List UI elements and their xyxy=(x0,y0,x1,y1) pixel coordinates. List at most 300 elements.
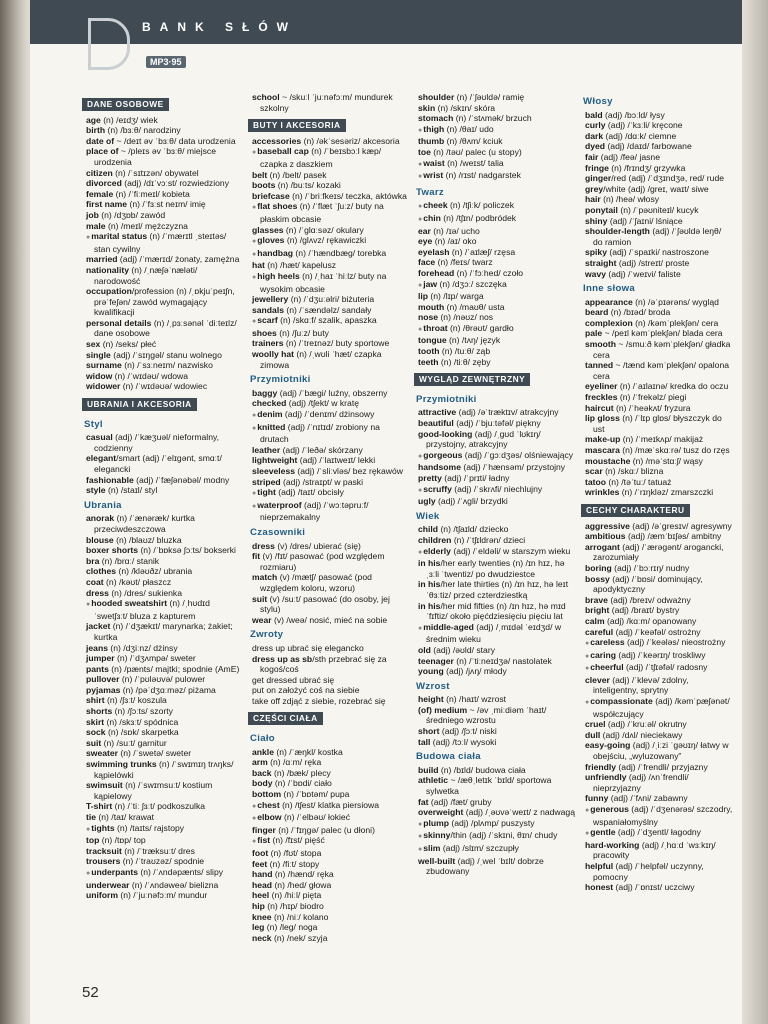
vocab-entry xyxy=(84,566,242,577)
vocab-entry xyxy=(416,775,576,796)
definition: (n) /rɪst/ nadgarstek xyxy=(443,170,521,181)
definition: (n) /ˈbeɪsbɔːl kæp/ czapka z daszkiem xyxy=(260,146,382,169)
vocab-entry xyxy=(416,856,576,877)
definition: (n) /ˈænəræk/ kurtka przeciwdeszczowa xyxy=(94,513,195,534)
subsection-heading: Przymiotniki xyxy=(416,393,477,405)
headword: make-up xyxy=(585,434,621,445)
headword: teenager xyxy=(418,655,454,666)
definition: (adj) /fæt/ gruby xyxy=(428,796,492,807)
vocab-entry xyxy=(250,869,410,880)
headword: trousers xyxy=(86,856,121,867)
vocab-entry xyxy=(583,297,733,308)
definition: (n) /ˈtraʊzəz/ spodnie xyxy=(120,856,205,867)
vocab-entry xyxy=(416,279,576,292)
vocab-entry xyxy=(250,487,410,500)
definition: /white (adj) /ɡreɪ, waɪt/ siwe xyxy=(603,183,709,194)
vocab-entry xyxy=(84,801,242,812)
vocab-entry xyxy=(84,432,242,453)
definition: (adj) /əʊld/ stary xyxy=(430,644,495,655)
headword: body xyxy=(252,778,273,789)
headword: casual xyxy=(86,432,113,443)
vocab-entry xyxy=(583,574,733,595)
headword: feet xyxy=(252,858,268,869)
subsection-heading: Włosy xyxy=(583,96,613,107)
definition: (n) /leɡ/ noga xyxy=(264,922,318,933)
definition: /smart (adj) /ˈelɪɡənt, smɑːt/ elegancki xyxy=(94,453,222,474)
headword: hat xyxy=(252,260,265,271)
definition: ~ /skuːl ˈjuːnəfɔːm/ mundurek szkolny xyxy=(260,92,393,113)
vocab-entry xyxy=(84,221,242,232)
definition: (n) /kləʊðz/ ubrania xyxy=(116,566,193,577)
vocab-entry xyxy=(583,466,733,477)
definition: (adj) /ˈkeərɪŋ/ troskliwy xyxy=(616,649,706,660)
headword: sleeveless xyxy=(252,466,296,476)
headword: fair xyxy=(585,151,599,162)
vocab-entry xyxy=(84,695,242,706)
headword: boxer shorts xyxy=(86,545,139,556)
headword: tracksuit xyxy=(86,845,122,856)
headword: head xyxy=(252,879,273,890)
vocab-entry xyxy=(250,848,410,859)
headword: swimsuit xyxy=(86,780,123,791)
definition: (n) /haɪt/ wzrost xyxy=(443,694,507,705)
definition: (adj) /ˌiːzi ˈɡəʊɪŋ/ łatwy w obejściu, „wyluzowany” xyxy=(593,740,729,762)
vocab-entry: get dressed ubrać się xyxy=(252,674,335,685)
headword: helpful xyxy=(585,860,614,871)
headword: haircut xyxy=(585,402,614,413)
definition: (n) /ˈmærɪtl ˌsteɪtəs/ stan cywilny xyxy=(94,231,227,254)
vocab-entry xyxy=(416,200,576,213)
definition: (adj) /ˈnɪtɪd/ zrobiony na drutach xyxy=(260,421,380,445)
vocab-entry xyxy=(84,115,242,126)
definition: (n) /ˌnæʃəˈnæləti/ narodowość xyxy=(94,264,198,286)
vocab-entry xyxy=(84,178,242,189)
vocab-entry xyxy=(84,360,242,371)
headword: eye xyxy=(418,236,433,247)
headword: throat xyxy=(423,322,448,333)
definition: (n) /ˈhændbæɡ/ torebka xyxy=(293,247,387,258)
vocab-entry xyxy=(583,804,733,827)
headword: date of xyxy=(86,135,115,146)
headword: first name xyxy=(86,199,128,210)
headword: jumper xyxy=(86,653,115,664)
headword: eyeliner xyxy=(585,381,618,392)
vocab-entry xyxy=(416,843,576,856)
definition: (adj) /ˈkeəfəl/ ostrożny xyxy=(613,626,701,637)
definition: (adj) /ˈleðə/ skórzany xyxy=(280,444,363,455)
definition: (n) /pəˈdʒɑːməz/ piżama xyxy=(120,684,216,695)
vocab-entry xyxy=(416,462,576,473)
definition: (v) /weə/ nosić, mieć na sobie xyxy=(271,614,388,625)
headword: hard-working xyxy=(585,839,640,850)
headword: handbag xyxy=(257,247,294,258)
definition: (adj) /ˈkɜːli/ kręcone xyxy=(605,120,683,131)
headword: divorced xyxy=(86,178,122,189)
vocab-entry xyxy=(84,748,242,759)
vocab-entry xyxy=(84,738,242,749)
headword: careless xyxy=(590,637,625,648)
vocab-entry xyxy=(583,650,733,663)
headword: lip xyxy=(418,291,429,302)
definition: (adj) /ˈdʒentl/ łagodny xyxy=(615,827,701,838)
vocab-entry xyxy=(416,622,576,645)
definition: (adj) /streɪt/ proste xyxy=(616,257,690,268)
vocab-entry xyxy=(250,315,410,328)
headword: male xyxy=(86,220,106,231)
definition: (n) /mæˈskɑːrə/ tusz do rzęs xyxy=(619,445,730,455)
definition: (n) /ˈfɔːhed/ czoło xyxy=(454,267,524,278)
vocab-entry xyxy=(250,445,410,456)
vocab-entry xyxy=(416,124,576,137)
vocab-entry xyxy=(416,818,576,831)
definition: (n) /heə/ włosy xyxy=(600,194,660,205)
headword: elderly xyxy=(423,545,451,556)
vocab-entry xyxy=(84,835,242,846)
definition: (n) /frɪndʒ/ grzywka xyxy=(608,162,686,173)
definition: (adj) /ˈprɪti/ ładny xyxy=(441,473,510,483)
vocab-entry xyxy=(583,258,733,269)
definition: (n) /ˈstʌmək/ brzuch xyxy=(453,113,532,124)
definition: (n) /feɪs/ twarz xyxy=(435,257,493,268)
definition: (adj) /ˈærəɡənt/ arogancki, zarozumiały xyxy=(593,541,724,563)
vocab-entry xyxy=(250,789,410,800)
headword: teeth xyxy=(418,356,439,367)
definition: (adj) /kɑːm/ opanowany xyxy=(604,615,697,626)
vocab-entry xyxy=(84,168,242,179)
definition: (adj) /feə/ jasne xyxy=(598,151,660,162)
headword: easy-going xyxy=(585,740,631,751)
headword: female xyxy=(86,188,114,199)
definition: /thin (adj) /ˈskɪni, θɪn/ chudy xyxy=(450,830,558,841)
vocab-entry xyxy=(583,247,733,258)
headword: ponytail xyxy=(585,204,618,215)
headword: ginger xyxy=(585,173,612,184)
definition: (n) /ˈʃəʊldə/ ramię xyxy=(454,92,525,102)
vocab-entry xyxy=(84,621,242,642)
headword: curly xyxy=(585,120,606,131)
subsection-heading: Czasowniki xyxy=(250,526,306,538)
headword: freckles xyxy=(585,392,618,403)
definition: ~ /deɪt əv ˈbɜːθ/ data urodzenia xyxy=(114,135,236,146)
headword: tatoo xyxy=(585,476,607,487)
vocab-entry xyxy=(583,392,733,403)
definition: (n) /hiːl/ pięta xyxy=(269,890,322,901)
headword: eyelash xyxy=(418,246,450,257)
vocab-entry xyxy=(84,812,242,823)
definition: (adj) /ˌɡʊd ˈlʊkɪŋ/ przystojny, atrakcyjny xyxy=(426,428,541,450)
vocab-entry xyxy=(250,812,410,825)
subsection-heading: Inne słowa xyxy=(583,283,636,295)
definition: (n) /ˌhʊdɪd ˈswetʃɜːt/ bluza z kapturem xyxy=(94,598,210,621)
headword: chest xyxy=(257,799,280,810)
vocab-entry xyxy=(416,666,576,677)
vocab-entry xyxy=(583,131,733,142)
definition: (n) /ʃuːz/ buty xyxy=(276,327,329,338)
section-heading: WYGLĄD ZEWNĘTRZNY xyxy=(414,373,530,386)
headword: knitted xyxy=(257,421,286,432)
headword: grey xyxy=(585,183,604,194)
definition: (adj) /əˈɡresɪv/ agresywny xyxy=(629,520,732,531)
headword: hand xyxy=(252,869,273,880)
definition: (adj) /taɪt/ obcisły xyxy=(275,487,344,498)
headword: blouse xyxy=(86,534,114,545)
vocab-entry xyxy=(250,800,410,813)
vocab-entry xyxy=(416,535,576,546)
definition: (n) /belt/ pasek xyxy=(267,169,327,180)
definition: (adj) /ˈmærɪd/ żonaty, zamężna xyxy=(117,254,240,265)
vocab-entry xyxy=(416,601,576,622)
definition: (adj) /ˈwɔːtəpruːf/ nieprzemakalny xyxy=(260,499,369,523)
definition: (adj) /daɪd/ farbowane xyxy=(605,141,692,152)
headword: occupation xyxy=(86,286,132,297)
vocab-entry xyxy=(416,418,576,429)
vocab-entry xyxy=(416,797,576,808)
definition: (n) /kəmˈplekʃən/ cera xyxy=(632,317,719,328)
headword: child xyxy=(418,524,439,535)
vocab-entry xyxy=(416,450,576,463)
vocab-entry xyxy=(416,645,576,656)
headword: finger xyxy=(252,824,276,835)
vocab-entry xyxy=(84,664,242,675)
definition: (n) /təˈtuː/ tatuaż xyxy=(606,476,672,487)
definition: (n) /tʌŋ/ język xyxy=(446,335,501,346)
vocab-entry xyxy=(84,125,242,136)
headword: plump xyxy=(423,817,450,828)
headword: shirt xyxy=(86,695,105,706)
vocab-entry xyxy=(84,577,242,588)
headword: generous xyxy=(590,804,629,814)
headword: dyed xyxy=(585,141,606,152)
headword: ear xyxy=(418,225,431,236)
headword: high heels xyxy=(257,270,300,281)
vocab-entry xyxy=(84,231,242,254)
headword: skin xyxy=(418,102,436,113)
headword: back xyxy=(252,767,272,778)
definition: (n) /meɪl/ mężczyzna xyxy=(105,220,188,231)
vocab-entry xyxy=(250,500,410,523)
definition: (n) /ˈjuːnəfɔːm/ mundur xyxy=(117,890,208,901)
vocab-entry xyxy=(583,456,733,467)
vocab-entry xyxy=(250,859,410,870)
headword: mascara xyxy=(585,445,620,455)
definition: /profession (n) /ˌɒkjuˈpeɪʃn, prəˈfeʃən/ zawód wymagający kwalifikacji xyxy=(94,286,235,318)
definition: (n) /seks/ płeć xyxy=(100,339,157,350)
vocab-entry xyxy=(583,595,733,606)
page-number: 52 xyxy=(82,984,99,1001)
vocab-entry xyxy=(416,694,576,705)
vocab-entry xyxy=(583,226,733,247)
headword: shorts xyxy=(86,706,113,717)
vocab-entry xyxy=(250,170,410,181)
definition: (adj) /ˌwel ˈbɪlt/ dobrze zbudowany xyxy=(426,855,544,877)
vocab-entry xyxy=(84,199,242,210)
definition: (adj) /æmˈbɪʃəs/ ambitny xyxy=(625,531,722,542)
definition: (n) /təʊ/ palec (u stopy) xyxy=(430,146,522,157)
definition: (n) /ˈpʊləʊvə/ pulower xyxy=(119,674,206,685)
vocab-entry xyxy=(84,856,242,867)
vocab-entry xyxy=(250,260,410,271)
vocab-entry xyxy=(416,257,576,268)
definition: (n) /fiːt/ stopy xyxy=(267,858,320,869)
page-header-bar xyxy=(30,0,742,44)
definition: (adj) /ˈɡɔːdʒəs/ olśniewający xyxy=(462,449,574,460)
vocab-entry xyxy=(84,146,242,167)
headword: suit xyxy=(252,593,268,604)
definition: (adj) /ˈʃəʊldə leŋθ/ do ramion xyxy=(593,226,722,247)
vocab-entry xyxy=(583,762,733,773)
headword: honest xyxy=(585,882,614,893)
definition: (n) /pænts/ majtki; spodnie (AmE) xyxy=(108,663,240,674)
headword: clever xyxy=(585,674,610,685)
definition: (n) /ˈpəʊniteɪl/ kucyk xyxy=(617,204,699,215)
vocab-entry xyxy=(250,768,410,779)
vocab-entry xyxy=(250,747,410,758)
headword: face xyxy=(418,257,436,268)
headword: shiny xyxy=(585,215,608,226)
subsection-heading: Wzrost xyxy=(416,680,450,692)
vocab-entry xyxy=(416,473,576,484)
definition: (adj) /ˌhɑːd ˈwɜːkɪŋ/ pracowity xyxy=(593,839,716,861)
definition: (n) /tʃaɪld/ dziecko xyxy=(438,524,509,535)
definition: (n) /hed/ głowa xyxy=(272,879,332,890)
vocab-entry xyxy=(416,726,576,737)
headword: waist xyxy=(423,157,445,168)
headword: wavy xyxy=(585,268,607,279)
definition: (adj) /ʌnˈfrendli/ nieprzyjazny xyxy=(593,772,689,793)
definition: (n) /ˈsɜːneɪm/ nazwisko xyxy=(121,360,213,371)
headword: young xyxy=(418,666,444,677)
headword: uniform xyxy=(86,890,118,901)
headword: overweight xyxy=(418,807,464,818)
vocab-entry xyxy=(250,422,410,445)
headword: school xyxy=(252,92,280,102)
vocab-entry xyxy=(416,291,576,302)
vocab-entry xyxy=(416,737,576,748)
vocab-entry xyxy=(250,880,410,891)
definition: (v) /suːt/ pasować (do osoby, jej stylu) xyxy=(260,593,390,615)
headword: funny xyxy=(585,793,609,804)
definition: (n) /ˈbɒksə ʃɔːts/ bokserki xyxy=(138,545,236,556)
vocab-entry: take off zdjąć z siebie, rozebrać się xyxy=(252,695,386,706)
headword: pants xyxy=(86,663,109,674)
definition: ~ /pleɪs əv ˈbɜːθ/ miejsce urodzenia xyxy=(94,146,216,167)
headword: forehead xyxy=(418,267,455,278)
definition: (n) /dres/ sukienka xyxy=(108,587,183,598)
definition: (adj) /plʌmp/ puszysty xyxy=(449,817,535,828)
headword: arm xyxy=(252,757,268,768)
definition: (n) /ˈswɪmɪŋ trʌŋks/ kąpielówki xyxy=(94,759,234,780)
vocab-entry xyxy=(84,598,242,621)
vocab-entry xyxy=(583,445,733,456)
headword: baseball cap xyxy=(257,146,309,157)
vocab-entry xyxy=(84,210,242,221)
headword: in his xyxy=(418,600,441,611)
vocab-entry xyxy=(583,163,733,174)
definition: /her mid fifties (n) /ɪn hɪz, hə mɪd ˈfɪftiz/ około pięćdziesięciu pięciu lat xyxy=(426,600,566,622)
headword: dress xyxy=(252,540,275,551)
vocab-entry xyxy=(250,572,410,593)
vocab-entry xyxy=(250,477,410,488)
page-edge xyxy=(742,0,768,1024)
vocab-entry xyxy=(84,890,242,901)
vocab-entry xyxy=(250,615,410,626)
headword: pullover xyxy=(86,674,120,685)
vocab-entry xyxy=(84,371,242,382)
definition: (adj) /dɑːk/ ciemne xyxy=(603,130,677,141)
headword: trainers xyxy=(252,338,284,349)
headword: wrist xyxy=(423,170,444,181)
vocab-entry xyxy=(250,398,410,409)
headword: in his xyxy=(418,558,441,569)
definition: (n) /ˈbriːfkeɪs/ teczka, aktówka xyxy=(289,190,407,201)
definition: (adj) /ˈskrʌfi/ niechlujny xyxy=(451,483,543,494)
definition: (n) /maʊθ/ usta xyxy=(444,301,505,312)
section-heading: CECHY CHARAKTERU xyxy=(581,504,690,517)
definition: (adj) /ˈbjuːtəfəl/ piękny xyxy=(453,418,541,429)
headword: skinny xyxy=(423,830,451,841)
headword: thumb xyxy=(418,136,445,147)
vocab-entry xyxy=(416,213,576,226)
vocab-entry xyxy=(84,381,242,392)
vocab-entry xyxy=(583,793,733,804)
vocab-entry xyxy=(416,136,576,147)
vocab-entry xyxy=(583,328,733,339)
vocab-entry xyxy=(583,216,733,227)
definition: (n) /nek/ szyja xyxy=(271,932,328,943)
headword: glasses xyxy=(252,224,284,235)
definition: (v) /fɪt/ pasować (pod względem rozmiaru) xyxy=(260,551,385,572)
headword: baggy xyxy=(252,387,278,398)
vocab-entry xyxy=(84,286,242,318)
definition: (n) /brɑː/ stanik xyxy=(99,555,160,566)
headword: birth xyxy=(86,125,106,136)
definition: (adj) /ˈfæʃənəbəl/ modny xyxy=(133,474,230,485)
definition: (adj) /braɪt/ bystry xyxy=(609,605,680,616)
definition: (n) /tʃiːk/ policzek xyxy=(447,200,514,211)
definition: (n) /ˈswetə/ sweter xyxy=(118,748,192,759)
definition: (n) /weɪst/ talia xyxy=(444,157,504,168)
vocab-entry xyxy=(583,477,733,488)
vocab-entry xyxy=(583,616,733,627)
vocab-entry xyxy=(84,485,242,496)
headword: clothes xyxy=(86,566,117,577)
vocab-entry xyxy=(583,542,733,563)
vocab-entry xyxy=(583,861,733,882)
definition: (n) /ˈswɪmsuːt/ kostium kąpielowy xyxy=(94,780,213,801)
definition: (adj) /ʃɔːt/ niski xyxy=(439,726,497,737)
definition: (adj) /tʃekt/ w kratę xyxy=(286,398,359,409)
vocab-entry xyxy=(84,453,242,474)
headword: stomach xyxy=(418,113,454,124)
definition: (n) /ˈʌndəpænts/ slipy xyxy=(138,866,224,877)
definition: (n) /kəʊt/ płaszcz xyxy=(103,576,172,587)
vocab-entry xyxy=(583,827,733,840)
headword: beautiful xyxy=(418,418,454,429)
headword: arrogant xyxy=(585,541,620,552)
headword: underwear xyxy=(86,879,130,890)
definition: (adj) /ˈeldəli/ w starszym wieku xyxy=(450,545,571,556)
definition: (n) /hæt/ kapelusz xyxy=(264,260,337,271)
vocab-entry xyxy=(416,236,576,247)
headword: fat xyxy=(418,796,429,807)
headword: (of) medium xyxy=(418,704,468,715)
headword: citizen xyxy=(86,167,113,178)
definition: (n) /staɪl/ styl xyxy=(105,485,158,496)
definition: (n) /ˈflæt ˈʃuːz/ buty na płaskim obcasie xyxy=(260,201,384,224)
vocab-entry xyxy=(416,807,576,818)
headword: scruffy xyxy=(423,483,452,494)
vocab-entry xyxy=(416,103,576,114)
